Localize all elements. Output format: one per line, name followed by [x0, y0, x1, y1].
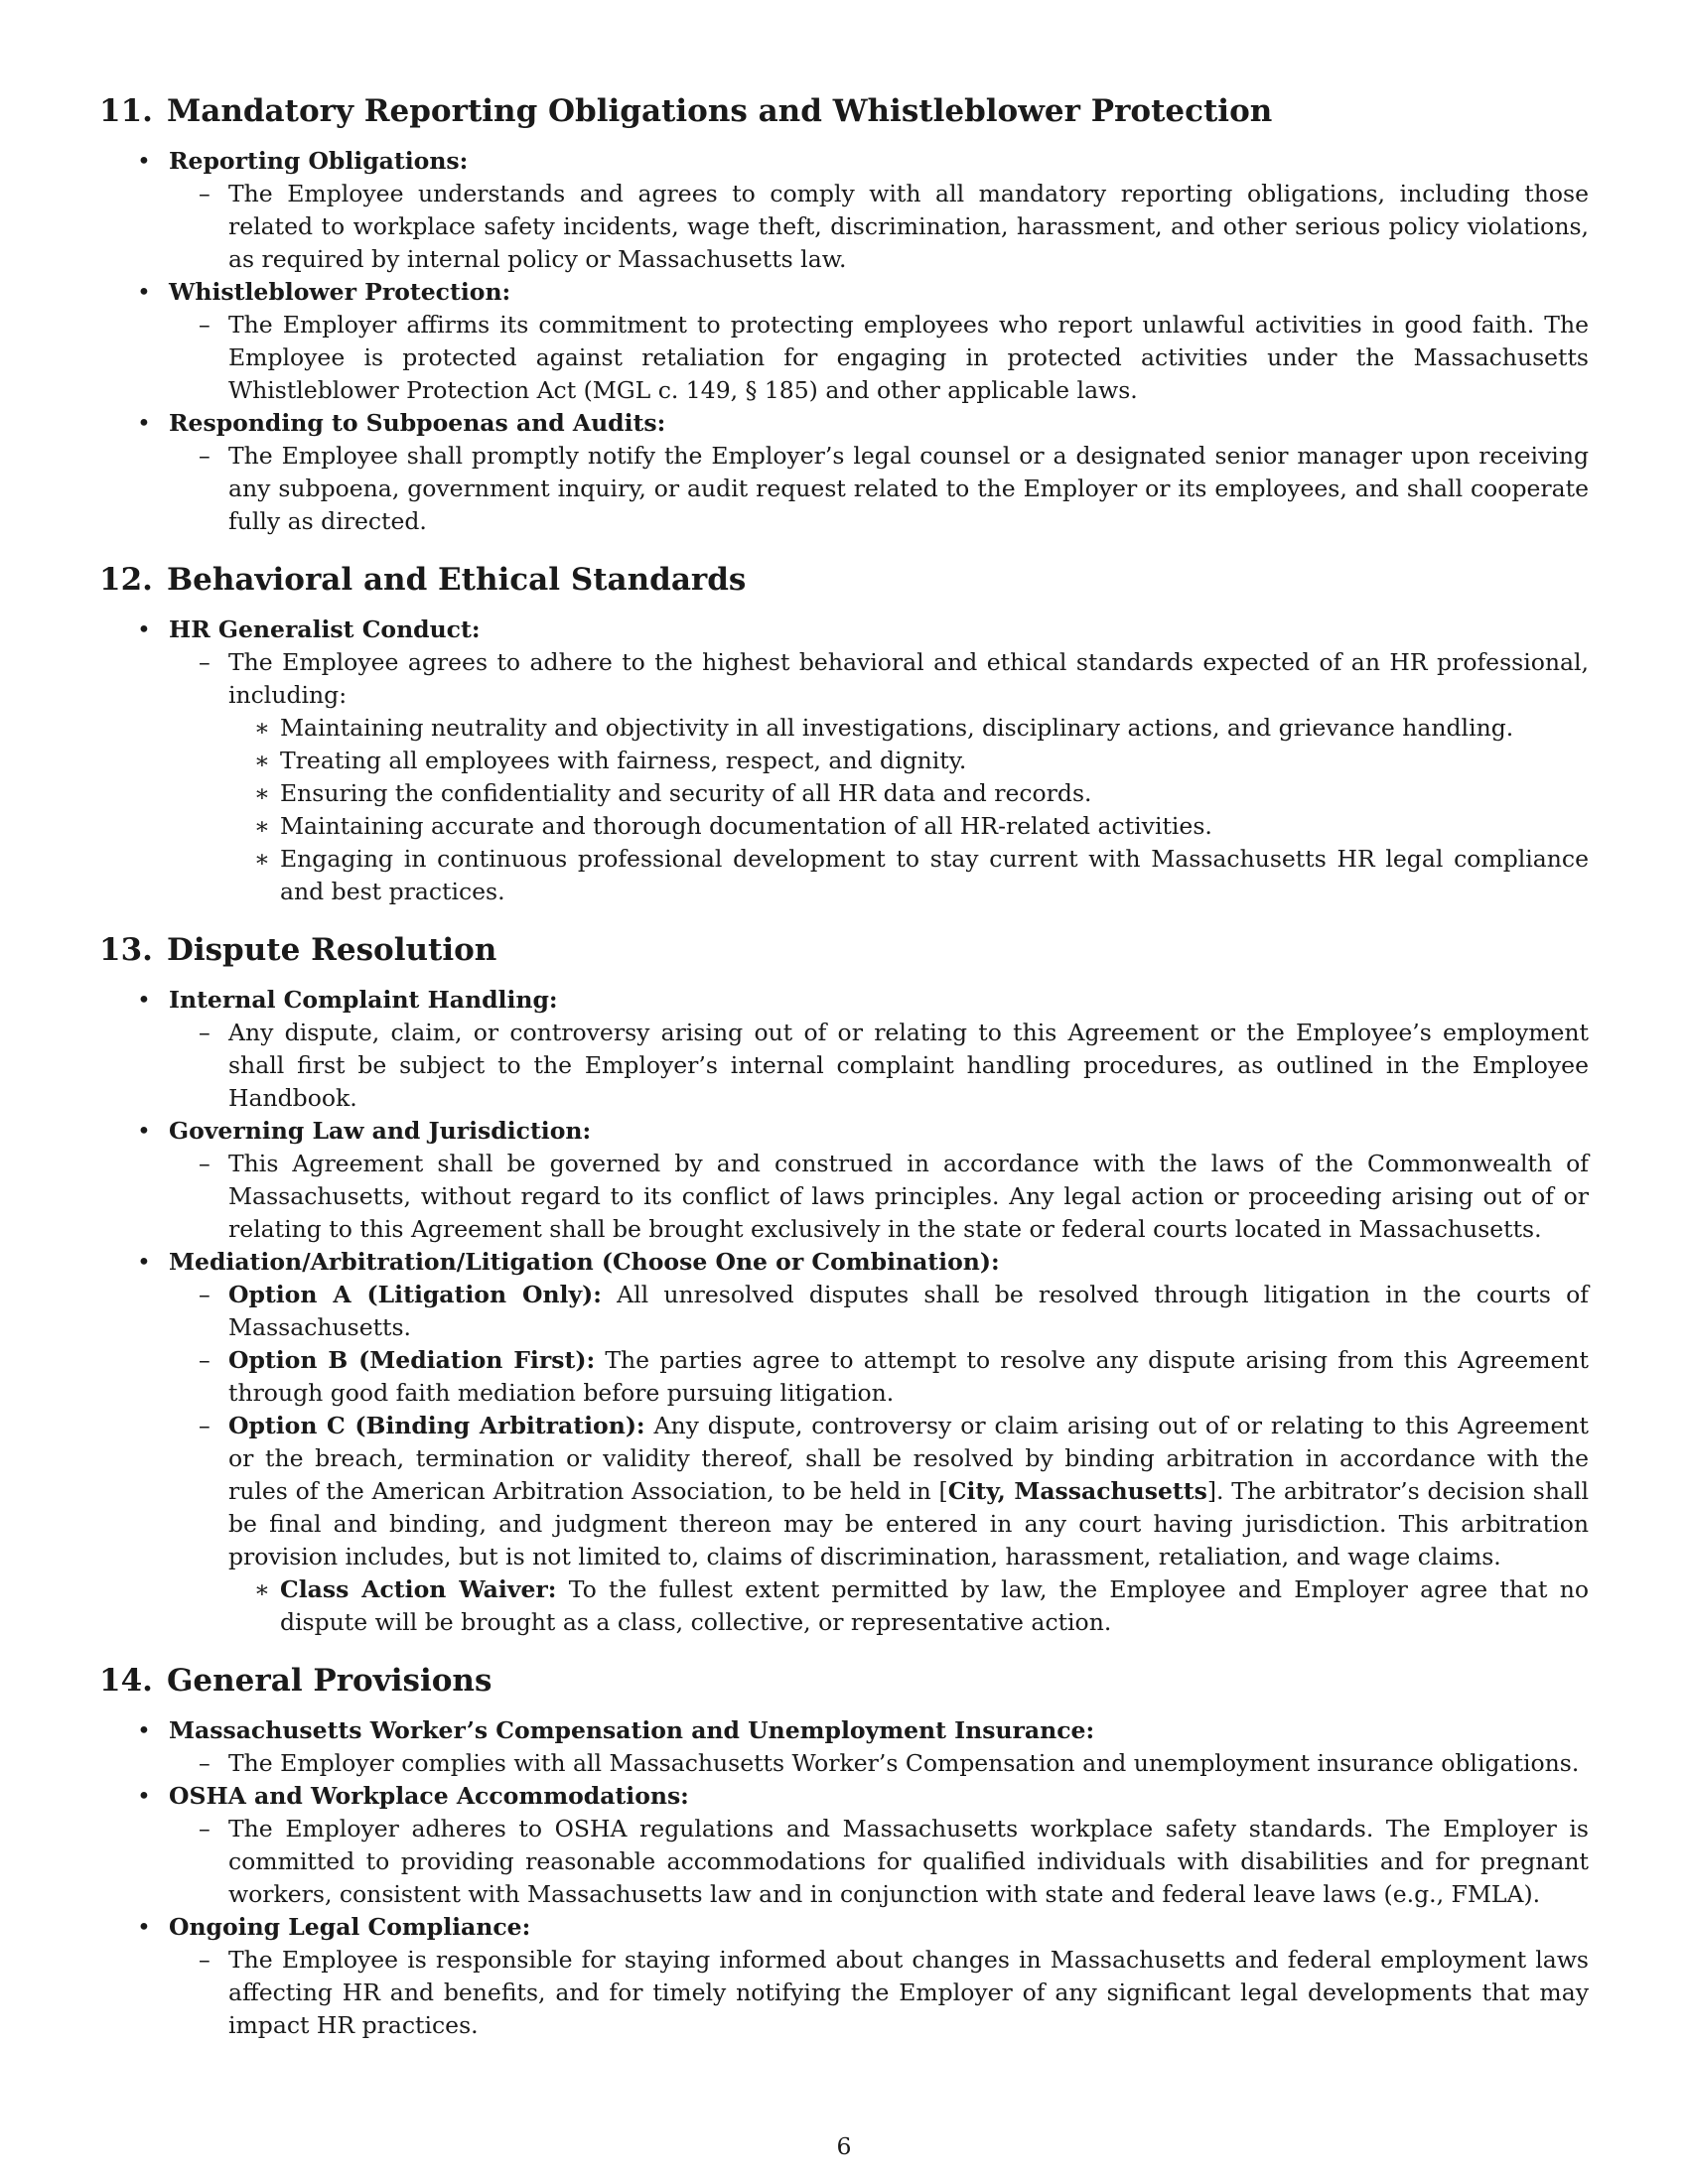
- bullet-icon: •: [137, 1117, 151, 1145]
- sub-sub-item-text: Maintaining neutrality and objectivity in all investigations, disciplinary actions, and grievance handling.: [280, 714, 1514, 742]
- item-label: OSHA and Workplace Accommodations:: [169, 1782, 689, 1810]
- dash-icon: –: [199, 1019, 211, 1046]
- section-heading: [99, 560, 1589, 600]
- section-title: Dispute Resolution: [166, 932, 497, 968]
- bullet-icon: •: [137, 986, 151, 1014]
- star-icon: ∗: [254, 845, 270, 873]
- dash-icon: –: [199, 1946, 211, 1974]
- sub-item: [169, 1148, 1589, 1246]
- sub-item: [169, 309, 1589, 407]
- list-item: [99, 1780, 1589, 1911]
- city-placeholder: City, Massachusetts: [947, 1477, 1207, 1505]
- dash-icon: –: [199, 1150, 211, 1177]
- waiver-text: To the fullest extent permitted by law, the Employee and Employer agree that no dispute will be brought as a class, collective, or representative action.: [280, 1575, 1589, 1636]
- sub-item: [169, 440, 1589, 538]
- section-number: 14.: [99, 1663, 153, 1699]
- section-number: 12.: [99, 562, 153, 598]
- page-number: 6: [836, 2132, 852, 2160]
- bullet-icon: •: [137, 147, 151, 175]
- option-text: Any dispute, controversy or claim arising out of or relating to this Agreement or the breach, termination or validity thereof, shall be resolved by binding arbitration in accordance with the rules of the American Arbitration Association, to be held in [: [228, 1412, 1589, 1505]
- sub-item: [169, 1813, 1589, 1911]
- bullet-icon: •: [137, 1716, 151, 1744]
- list-item: [99, 407, 1589, 538]
- star-icon: ∗: [254, 779, 270, 807]
- sub-sub-item: [228, 745, 1589, 777]
- dash-icon: –: [199, 311, 211, 339]
- item-label: Responding to Subpoenas and Audits:: [169, 409, 666, 437]
- option-a: [169, 1279, 1589, 1344]
- sub-sub-item-text: Engaging in continuous professional development to stay current with Massachusetts HR legal compliance and best practices.: [280, 845, 1589, 905]
- option-text: The parties agree to attempt to resolve any dispute arising from this Agreement through good faith mediation before pursuing litigation.: [228, 1346, 1589, 1407]
- bullet-icon: •: [137, 1248, 151, 1276]
- option-lead: Option C (Binding Arbitration):: [228, 1412, 645, 1439]
- item-label: Mediation/Arbitration/Litigation (Choose One or Combination):: [169, 1248, 1000, 1276]
- option-c: [169, 1410, 1589, 1639]
- section-number: 11.: [99, 93, 153, 129]
- sub-item: [169, 1944, 1589, 2042]
- star-icon: ∗: [254, 747, 270, 774]
- section-title: General Provisions: [166, 1663, 492, 1699]
- sub-item-text: This Agreement shall be governed by and construed in accordance with the laws of the Commonwealth of Massachusetts, without regard to its conflict of laws principles. Any legal action or proceeding arising out of or relating to this Agreement shall be brought exclusively in the state or federal courts located in Massachusetts.: [228, 1150, 1589, 1243]
- section-number: 13.: [99, 932, 153, 968]
- item-label: Internal Complaint Handling:: [169, 986, 558, 1014]
- sub-item: [169, 1747, 1589, 1780]
- sub-sub-item: [228, 810, 1589, 843]
- star-icon: ∗: [254, 1575, 270, 1603]
- bullet-icon: •: [137, 409, 151, 437]
- dash-icon: –: [199, 1346, 211, 1374]
- bullet-icon: •: [137, 615, 151, 643]
- bullet-icon: •: [137, 1782, 151, 1810]
- section-12: [99, 560, 1589, 908]
- sub-sub-item-text: Treating all employees with fairness, respect, and dignity.: [280, 747, 967, 774]
- list-item: [99, 276, 1589, 407]
- dash-icon: –: [199, 442, 211, 470]
- item-label: Reporting Obligations:: [169, 147, 469, 175]
- section-13: [99, 930, 1589, 1639]
- waiver-lead: Class Action Waiver:: [280, 1575, 557, 1603]
- option-lead: Option A (Litigation Only):: [228, 1281, 602, 1308]
- section-heading: [99, 91, 1589, 131]
- bullet-icon: •: [137, 1913, 151, 1941]
- star-icon: ∗: [254, 812, 270, 840]
- dash-icon: –: [199, 180, 211, 207]
- sub-item-text: Any dispute, claim, or controversy arising out of or relating to this Agreement or the Employee’s employment shall first be subject to the Employer’s internal complaint handling procedures, as outlined in the Employee Handbook.: [228, 1019, 1589, 1112]
- sub-item: [169, 646, 1589, 908]
- sub-sub-item-text: Maintaining accurate and thorough documentation of all HR-related activities.: [280, 812, 1212, 840]
- section-title: Mandatory Reporting Obligations and Whistleblower Protection: [166, 93, 1273, 129]
- list-item: [99, 1911, 1589, 2042]
- list-item: [99, 1246, 1589, 1639]
- item-label: Ongoing Legal Compliance:: [169, 1913, 531, 1941]
- section-11: [99, 91, 1589, 538]
- dash-icon: –: [199, 1815, 211, 1843]
- document-page: [99, 91, 1589, 2064]
- list-item: [99, 1714, 1589, 1780]
- sub-item-text: The Employee understands and agrees to comply with all mandatory reporting obligations, including those related to workplace safety incidents, wage theft, discrimination, harassment, and other serious policy violations, as required by internal policy or Massachusetts law.: [228, 180, 1589, 273]
- item-label: Governing Law and Jurisdiction:: [169, 1117, 592, 1145]
- sub-item-text: The Employer complies with all Massachusetts Worker’s Compensation and unemployment insurance obligations.: [228, 1749, 1580, 1777]
- item-label: Whistleblower Protection:: [169, 278, 511, 306]
- sub-item-text: The Employer affirms its commitment to protecting employees who report unlawful activities in good faith. The Employee is protected against retaliation for engaging in protected activities under the Massachusetts Whistleblower Protection Act (MGL c. 149, § 185) and other applicable laws.: [228, 311, 1589, 404]
- sub-sub-item: [228, 777, 1589, 810]
- sub-item-text: The Employee shall promptly notify the Employer’s legal counsel or a designated senior manager upon receiving any subpoena, government inquiry, or audit request related to the Employer or its employees, and shall cooperate fully as directed.: [228, 442, 1589, 535]
- option-text: ]. The arbitrator’s decision shall be final and binding, and judgment thereon may be entered in any court having jurisdiction. This arbitration provision includes, but is not limited to, claims of discrimination, harassment, retaliation, and wage claims.: [228, 1477, 1589, 1570]
- sub-item: [169, 1017, 1589, 1115]
- sub-item-text: The Employer adheres to OSHA regulations and Massachusetts workplace safety standards. The Employer is committed to providing reasonable accommodations for qualified individuals with disabilities and for pregnant workers, consistent with Massachusetts law and in conjunction with state and federal leave laws (e.g., FMLA).: [228, 1815, 1589, 1908]
- sub-sub-item-text: Ensuring the confidentiality and security of all HR data and records.: [280, 779, 1092, 807]
- item-label: HR Generalist Conduct:: [169, 615, 481, 643]
- dash-icon: –: [199, 648, 211, 676]
- list-item: [99, 1115, 1589, 1246]
- sub-sub-item: [228, 712, 1589, 745]
- option-lead: Option B (Mediation First):: [228, 1346, 596, 1374]
- section-heading: [99, 1661, 1589, 1701]
- section-heading: [99, 930, 1589, 970]
- dash-icon: –: [199, 1281, 211, 1308]
- option-b: [169, 1344, 1589, 1410]
- sub-sub-item: [228, 843, 1589, 908]
- option-text: All unresolved disputes shall be resolved through litigation in the courts of Massachusetts.: [228, 1281, 1589, 1341]
- list-item: [99, 614, 1589, 908]
- sub-sub-item: [228, 1573, 1589, 1639]
- dash-icon: –: [199, 1749, 211, 1777]
- section-14: [99, 1661, 1589, 2042]
- sub-item-text: The Employee agrees to adhere to the highest behavioral and ethical standards expected of an HR professional, including:: [228, 648, 1589, 709]
- sub-item-text: The Employee is responsible for staying informed about changes in Massachusetts and federal employment laws affecting HR and benefits, and for timely notifying the Employer of any significant legal developments that may impact HR practices.: [228, 1946, 1589, 2039]
- section-title: Behavioral and Ethical Standards: [166, 562, 747, 598]
- sub-item: [169, 178, 1589, 276]
- item-label: Massachusetts Worker’s Compensation and Unemployment Insurance:: [169, 1716, 1095, 1744]
- list-item: [99, 145, 1589, 276]
- list-item: [99, 984, 1589, 1115]
- star-icon: ∗: [254, 714, 270, 742]
- bullet-icon: •: [137, 278, 151, 306]
- dash-icon: –: [199, 1412, 211, 1439]
